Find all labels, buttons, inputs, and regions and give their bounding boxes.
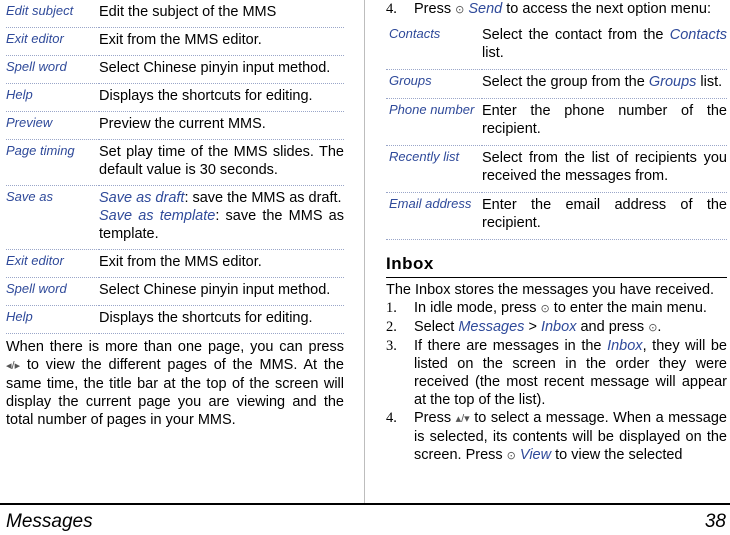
description	[99, 186, 344, 250]
inbox-intro: The Inbox stores the messages you have received.	[386, 282, 715, 298]
term: Help	[6, 306, 99, 334]
term: Email address	[386, 193, 482, 240]
inbox-link: Inbox	[540, 319, 577, 335]
table-row	[386, 70, 727, 99]
table-row	[386, 193, 727, 240]
menu-link: Contacts	[669, 27, 727, 43]
term: Help	[6, 84, 99, 112]
text: .	[657, 319, 662, 335]
term: Edit subject	[6, 0, 99, 28]
select-key-icon: ⊙	[455, 4, 465, 16]
text: If there are messages in the	[414, 338, 608, 354]
messages-link: Messages	[458, 319, 525, 335]
text: , they will be listed on the screen in the order they were received (the most recent message will appear at the top of the list).	[414, 338, 727, 408]
step-number: 1.	[386, 300, 397, 316]
table-row	[6, 250, 344, 278]
save-as-draft-text: : save the MMS as draft.	[184, 190, 342, 206]
description	[482, 70, 727, 99]
text: >	[524, 319, 541, 335]
inbox-link: Inbox	[607, 338, 643, 354]
table-row	[6, 306, 344, 334]
description: Displays the shortcuts for editing.	[99, 306, 344, 334]
paragraph-text-rest: to view the different pages of the MMS. At the same time, the title bar at the top of the screen will display the current page you are viewing and the total number of pages in your MMS.	[6, 357, 344, 428]
text: Select	[414, 319, 459, 335]
column-divider	[364, 0, 365, 503]
view-link: View	[515, 447, 552, 463]
step-number: 4.	[386, 410, 397, 426]
left-right-key-icon: ◂/▸	[6, 360, 21, 372]
term: Recently list	[386, 146, 482, 193]
text: and press	[576, 319, 649, 335]
step-number: 3.	[386, 338, 397, 354]
term: Spell word	[6, 56, 99, 84]
term: Page timing	[6, 140, 99, 186]
description-text: Select the group from the	[482, 74, 649, 90]
select-key-icon: ⊙	[540, 303, 550, 315]
step-text-rest: to access the next option menu:	[502, 1, 711, 17]
inbox-heading: Inbox	[386, 254, 727, 278]
inbox-step-4	[386, 409, 727, 465]
table-row	[6, 0, 344, 28]
paragraph-text: When there is more than one page, you can press	[6, 339, 344, 355]
description-text: list.	[696, 74, 723, 90]
table-row	[6, 28, 344, 56]
save-as-template-link: Save as template	[99, 208, 216, 224]
term: Preview	[6, 112, 99, 140]
step-text	[414, 337, 727, 409]
section-title: Messages	[6, 511, 93, 532]
text: In idle mode, press	[414, 300, 541, 316]
table-row	[6, 140, 344, 186]
select-key-icon: ⊙	[506, 450, 516, 462]
select-key-icon: ⊙	[648, 322, 658, 334]
description: Select Chinese pinyin input method.	[99, 278, 344, 306]
description	[482, 146, 727, 193]
page-number: 38	[704, 511, 726, 532]
description	[482, 23, 727, 70]
send-link: Send	[468, 1, 503, 17]
left-column	[6, 0, 344, 429]
description: Exit from the MMS editor.	[99, 28, 344, 56]
table-row	[386, 146, 727, 193]
step-text	[414, 318, 727, 337]
step-text	[414, 0, 727, 19]
page-footer	[0, 503, 730, 535]
step-text	[414, 409, 727, 465]
inbox-step-1	[386, 299, 727, 318]
table-row	[386, 23, 727, 70]
step-text-press: Press	[414, 1, 456, 17]
term: Contacts	[386, 23, 482, 70]
step-4	[386, 0, 727, 19]
save-as-draft-link: Save as draft	[99, 190, 185, 206]
step-number: 4.	[386, 1, 397, 17]
description-text: Enter the email address of the recipient.	[482, 197, 727, 231]
pages-paragraph	[6, 338, 344, 429]
save-as-template-text: : save the MMS as template.	[99, 208, 344, 242]
term: Spell word	[6, 278, 99, 306]
description-text: Select from the list of recipients you received the messages from.	[482, 150, 727, 184]
term: Exit editor	[6, 250, 99, 278]
table-row	[6, 186, 344, 250]
right-column	[386, 0, 727, 465]
text: Press	[414, 410, 456, 426]
description: Exit from the MMS editor.	[99, 250, 344, 278]
inbox-step-2	[386, 318, 727, 337]
text: to select a message. When a message is selected, its contents will be displayed on the screen. Press	[414, 410, 727, 463]
editor-options-table	[6, 0, 344, 334]
description-text: list.	[482, 45, 504, 61]
term: Exit editor	[6, 28, 99, 56]
description: Set play time of the MMS slides. The default value is 30 seconds.	[99, 140, 344, 186]
up-down-key-icon: ▴/▾	[455, 413, 470, 425]
term: Save as	[6, 186, 99, 250]
description-text: Select the contact from the	[482, 27, 670, 43]
term: Groups	[386, 70, 482, 99]
send-options-table	[386, 23, 727, 240]
description	[482, 99, 727, 146]
table-row	[386, 99, 727, 146]
description: Displays the shortcuts for editing.	[99, 84, 344, 112]
term: Phone number	[386, 99, 482, 146]
table-row	[6, 112, 344, 140]
step-text	[414, 299, 727, 318]
description: Select Chinese pinyin input method.	[99, 56, 344, 84]
text: to view the selected	[551, 447, 683, 463]
menu-link: Groups	[648, 74, 697, 90]
text: to enter the main menu.	[549, 300, 707, 316]
description-text: Enter the phone number of the recipient.	[482, 103, 727, 137]
description: Edit the subject of the MMS	[99, 0, 344, 28]
description	[482, 193, 727, 240]
step-number: 2.	[386, 319, 397, 335]
description: Preview the current MMS.	[99, 112, 344, 140]
table-row	[6, 56, 344, 84]
table-row	[6, 84, 344, 112]
table-row	[6, 278, 344, 306]
inbox-step-3	[386, 337, 727, 409]
